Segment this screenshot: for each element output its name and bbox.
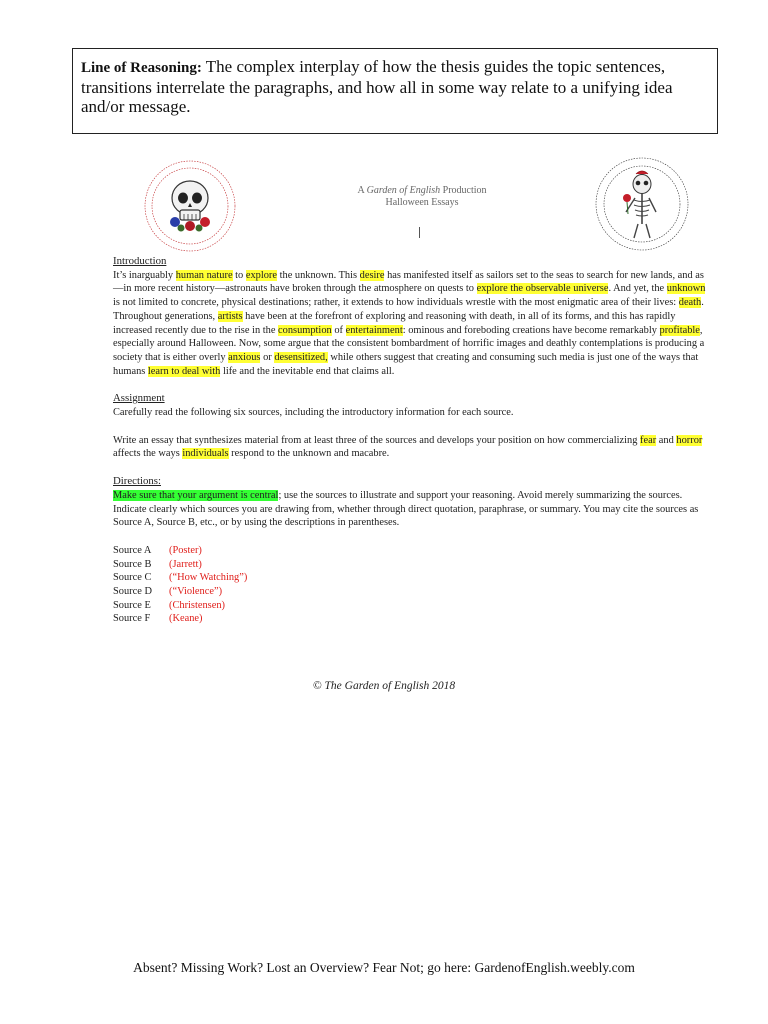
highlighted-phrase: entertainment xyxy=(345,324,403,336)
text-run: Write an essay that synthesizes material from at least three of the sources and develops your position on how commercializing xyxy=(113,434,641,446)
skull-roses-logo xyxy=(142,158,238,254)
source-label: Source D xyxy=(113,586,152,598)
source-row xyxy=(113,599,713,613)
text-run: is not limited to concrete, physical destinations; rather, it extends to how individuals wrestle with the most enigmatic area of their lives: xyxy=(113,297,679,309)
text-run: of xyxy=(331,324,346,336)
highlighted-phrase: explore xyxy=(245,269,278,281)
text-run: while others suggest that creating and consuming such media is just one of the ways that humans xyxy=(113,351,699,377)
source-reference: (“Violence”) xyxy=(169,586,223,598)
assignment-heading: Assignment xyxy=(113,392,165,405)
text-run: life and the inevitable end that claims all. xyxy=(220,365,395,377)
text-run: has manifested itself as sailors set to the seas to search for new lands, and as—in more recent history—astronauts have broken through the atmosphere on quests to xyxy=(113,269,704,295)
header-band xyxy=(112,150,712,250)
highlighted-phrase: consumption xyxy=(278,324,332,336)
source-reference: (“How Watching”) xyxy=(169,572,248,584)
source-reference: (Christensen) xyxy=(169,599,225,611)
reasoning-text: The complex interplay of how the thesis guides the topic sentences, transitions interrelate the paragraphs, and how all in some way relate to a unifying idea and/or message. xyxy=(81,57,673,116)
highlighted-phrase: unknown xyxy=(666,283,706,295)
production-title: A Garden of English Production Halloween Essays xyxy=(312,185,532,209)
highlighted-phrase-green: Make sure that your argument is central xyxy=(113,489,279,501)
highlighted-phrase: desire xyxy=(359,269,385,281)
highlighted-phrase: death xyxy=(678,297,702,309)
source-reference: (Jarrett) xyxy=(169,558,202,570)
source-row xyxy=(113,544,713,558)
text-run: , especially around Halloween. Now, some argue that the consistent bombardment of horrific images and deathly contemplations is producing a society that is either overly xyxy=(113,324,705,363)
highlighted-phrase: artists xyxy=(217,310,243,322)
source-row xyxy=(113,558,713,572)
text-run: It’s inarguably xyxy=(113,269,176,281)
source-reference: (Keane) xyxy=(169,613,203,625)
text-run: or xyxy=(260,351,275,363)
footer-note: Absent? Missing Work? Lost an Overview? Fear Not; go here: GardenofEnglish.weebly.com xyxy=(133,960,635,975)
essay-prompt xyxy=(113,255,713,626)
highlighted-phrase: horror xyxy=(676,434,703,446)
source-label: Source C xyxy=(113,572,152,584)
source-reference: (Poster) xyxy=(169,544,202,556)
text-run: to xyxy=(232,269,246,281)
text-run: respond to the unknown and macabre. xyxy=(228,448,390,460)
highlighted-phrase: fear xyxy=(640,434,657,446)
highlighted-phrase: explore the observable universe xyxy=(476,283,609,295)
text-run: ; use the sources to illustrate and support your reasoning. Avoid merely summarizing the sources. Indicate clearly which sources you are drawing from, whether through direct quotation, paraphrase, or summary. You may cite the sources as Source A, Source B, etc., or by using the descriptions in parentheses. xyxy=(113,489,699,529)
source-row xyxy=(113,585,713,599)
text-run: . Throughout generations, xyxy=(113,297,704,322)
source-label: Source F xyxy=(113,613,151,625)
intro-paragraph xyxy=(113,269,713,379)
line-of-reasoning-box xyxy=(72,48,718,134)
source-label: Source B xyxy=(113,558,152,570)
highlighted-phrase: anxious xyxy=(228,351,261,363)
highlighted-phrase: learn to deal with xyxy=(147,365,221,377)
copyright: © The Garden of English 2018 xyxy=(312,680,456,692)
reasoning-label: Line of Reasoning: xyxy=(81,60,202,76)
highlighted-phrase: desensitized, xyxy=(274,351,328,363)
highlighted-phrase: human nature xyxy=(175,269,233,281)
source-label: Source E xyxy=(113,599,151,611)
sources-list xyxy=(113,544,713,626)
text-run: : ominous and foreboding creations have become remarkably xyxy=(402,324,660,336)
text-run: the unknown. This xyxy=(277,269,360,281)
directions-heading: Directions: xyxy=(113,475,161,488)
directions-paragraph xyxy=(113,489,713,530)
text-run: have been at the forefront of exploring and reasoning with death, in all of its forms, and this has rapidly increased recently due to the rise in the xyxy=(113,310,676,336)
text-cursor xyxy=(419,227,420,238)
text-run: and xyxy=(656,434,677,446)
assignment-instructions: Carefully read the following six sources, including the introductory information for each source. xyxy=(113,407,514,419)
source-label: Source A xyxy=(113,544,152,556)
source-row xyxy=(113,612,713,626)
intro-heading: Introduction xyxy=(113,255,167,267)
production-subtitle: Halloween Essays xyxy=(385,197,459,208)
highlighted-phrase: individuals xyxy=(182,448,229,460)
source-row xyxy=(113,571,713,585)
text-run: affects the ways xyxy=(113,448,183,460)
assignment-prompt xyxy=(113,434,713,461)
highlighted-phrase: profitable xyxy=(659,324,700,336)
text-run: . And yet, the xyxy=(608,283,667,295)
skeleton-rose-logo xyxy=(592,154,692,254)
